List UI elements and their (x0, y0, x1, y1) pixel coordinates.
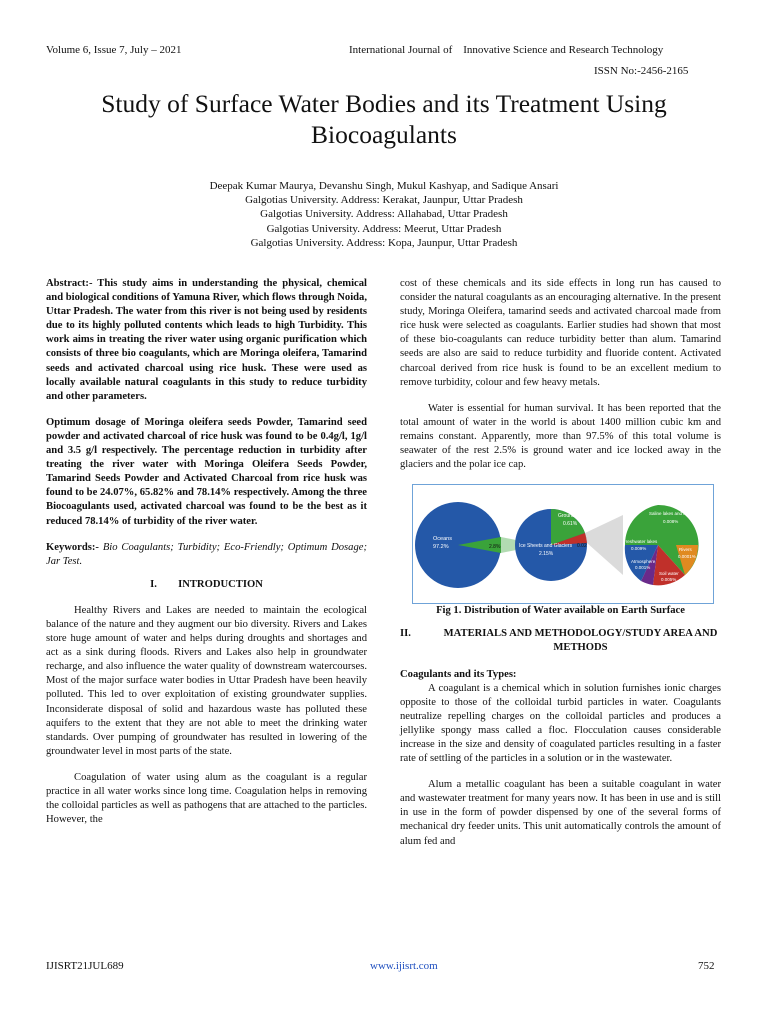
figure-caption: Fig 1. Distribution of Water available on Earth Surface (436, 605, 685, 617)
intro-paragraph-4: Water is essential for human survival. It has been reported that the total amount of water in the world is about 1400 million cubic km and remains constant. Apparently, more than 97.5% of this total volume is seawater of the rest 2.5% is ground water and ice locked away in the glaciers and the polar ice cap. (400, 402, 721, 471)
affiliation: Galgotias University. Address: Kerakat, Jaunpur, Uttar Pradesh (245, 194, 523, 207)
groundwater-label: Groundwater (558, 513, 587, 520)
coagulant-paragraph-2: Alum a metallic coagulant has been a suitable coagulant in water and wastewater treatment for many years now. It has been in use and is still in use in the form of powder dispensed by one of the several forms of mechanical dry feeder units. This unit automatically controls the amount of alum fed and (400, 779, 721, 847)
affiliation: Galgotias University. Address: Kopa, Jaunpur, Uttar Pradesh (250, 236, 518, 249)
abstract-paragraph: Abstract:- This study aims in understanding the physical, chemical and biological conditions of Yamuna River, which flows through Noida, Uttar Pradesh. The water from this river is not being used by residents due to its highly polluted contents which leads to high Turbidity. This work aims in treating the river water using organic purification which consists of three bio coagulants, which are Moringa oleifera, Tamarind seeds and activated charcoal using rice husk. These were used as locally available natural coagulants in this study to reduce turbidity and other parameters. (46, 278, 367, 402)
connector-2 (585, 515, 623, 575)
subsection-heading: Coagulants and its Types: (400, 668, 517, 680)
section-heading-materials (400, 627, 721, 655)
oceans-value: 97.2% (433, 544, 449, 551)
footer-url-link[interactable]: www.ijisrt.com (370, 960, 438, 972)
coagulant-paragraph-1: A coagulant is a chemical which in solution furnishes ionic charges opposite to those of the colloidal turbid particles in water. Coagulants neutralize repelling charges on the colloidal particles and produces a jellylike spongy mass called a floc. Flocculation causes considerable increase in the size and density of coagulated particles resulting in a faster rate of settling of the particles in a solution or in the wastewater. (400, 682, 721, 765)
left-column (46, 277, 367, 827)
saline-lakes-value: 0.008% (663, 519, 679, 525)
right-column (400, 277, 721, 849)
oceans-label: Oceans (433, 536, 452, 543)
water-distribution-diagram (413, 485, 713, 603)
section-number: I. (150, 578, 157, 590)
groundwater-value: 0.61% (563, 521, 578, 528)
rivers-value: 0.0001% (678, 554, 696, 560)
ice-label: Ice Sheets and Glaciers (519, 543, 573, 550)
footer-code: IJISRT21JUL689 (46, 960, 124, 972)
keywords (46, 541, 367, 569)
atmosphere-value: 0.001% (635, 565, 651, 571)
ice-value: 2.15% (539, 551, 554, 558)
rivers-label: Rivers (679, 547, 692, 553)
figure-water-distribution (412, 484, 714, 604)
soil-water-value: 0.005% (661, 577, 677, 583)
affiliation: Galgotias University. Address: Allahabad, Uttar Pradesh (260, 208, 508, 221)
authors-block (84, 179, 684, 250)
section-number: II. (400, 628, 411, 640)
small-value: 0.02 (577, 543, 587, 550)
keywords-text: Bio Coagulants; Turbidity; Eco-Friendly; Optimum Dosage; Jar Test. (46, 541, 367, 567)
freshwater-lakes-label: Freshwater lakes (623, 539, 658, 545)
freshwater-lakes-value: 0.009% (631, 546, 647, 552)
header-volume: Volume 6, Issue 7, July – 2021 (46, 44, 182, 56)
author-names: Deepak Kumar Maurya, Devanshu Singh, Mukul Kashyap, and Sadique Ansari (209, 180, 559, 192)
header-journal: International Journal of Innovative Science and Research Technology (349, 44, 664, 56)
header-issn: ISSN No:-2456-2165 (594, 65, 689, 77)
section-heading-introduction (46, 578, 367, 592)
affiliation: Galgotias University. Address: Meerut, Uttar Pradesh (266, 222, 502, 235)
fresh-value: 2.8% (489, 544, 501, 551)
atmosphere-label: Atmosphere (631, 559, 656, 565)
intro-paragraph-3: cost of these chemicals and its side effects in long run has caused to consider the natural coagulants as an encouraging alternative. In the present study, Moringa Oleifera, tamarind seeds and activated charcoal made from rice husk were selected as coagulants. Earlier studies had shown that most of these bio-coagulants can reduce turbidity better than alum. Tamarind seeds are also are said to reduce turbidity and fluoride content. Activated charcoal derived from rice husk is found to be an excellent medium to remove turbidity, colour and few heavy metals. (400, 278, 721, 388)
abstract-results-paragraph: Optimum dosage of Moringa oleifera seeds Powder, Tamarind seed powder and activated charcoal of rice husk was found to be 0.4g/l, 1g/l and 3.5 g/l respectively. The percentage reduction in turbidity after treating the river water with Moringa Oleifera Seeds Powder, Tamarind Seeds Powder and Activated Charcoal from rice husk was found to be 24.07%, 65.82% and 78.14% respectively. Among the three Biocoagulants used, activated charcoal was found to be the best as it reduced 78.14% of turbidity of the river water. (46, 416, 367, 527)
paper-title: Study of Surface Water Bodies and its Treatment Using Biocoagulants (101, 89, 667, 149)
section-title: INTRODUCTION (178, 578, 263, 590)
soil-water-label: Soil water (659, 571, 679, 577)
footer-page-number: 752 (698, 960, 715, 972)
section-title: MATERIALS AND METHODOLOGY/STUDY AREA AND METHODS (443, 628, 718, 654)
intro-paragraph-1: Healthy Rivers and Lakes are needed to maintain the ecological balance of the nature and they augment our bio diversity. Rivers and Lakes store huge amount of water and helps during droughts and shortages and act as a sink during floods. Rivers and Lakes also help in groundwater recharge, and also influence the water quality of downstream watercourses. Most of the major surface water bodies in Uttar Pradesh have been heavily polluted. This led to over exploitation of existing groundwater supplies. Inconsiderate disposal of solid and hazardous waste has polluted these aquifers to the extent that they are not able to meet the drinking water standards. Over pumping of groundwater has resulted in lowering of the groundwater level in most parts of the state. (46, 604, 367, 757)
intro-paragraph-2: Coagulation of water using alum as the coagulant is a regular practice in all water works since long time. Coagulation helps in removing the colloidal particles as well as pathogens that are attached to the particles. However, the (46, 771, 367, 826)
saline-lakes-label: Saline lakes and inland seas (649, 511, 707, 517)
keywords-label: Keywords:- (46, 541, 99, 553)
